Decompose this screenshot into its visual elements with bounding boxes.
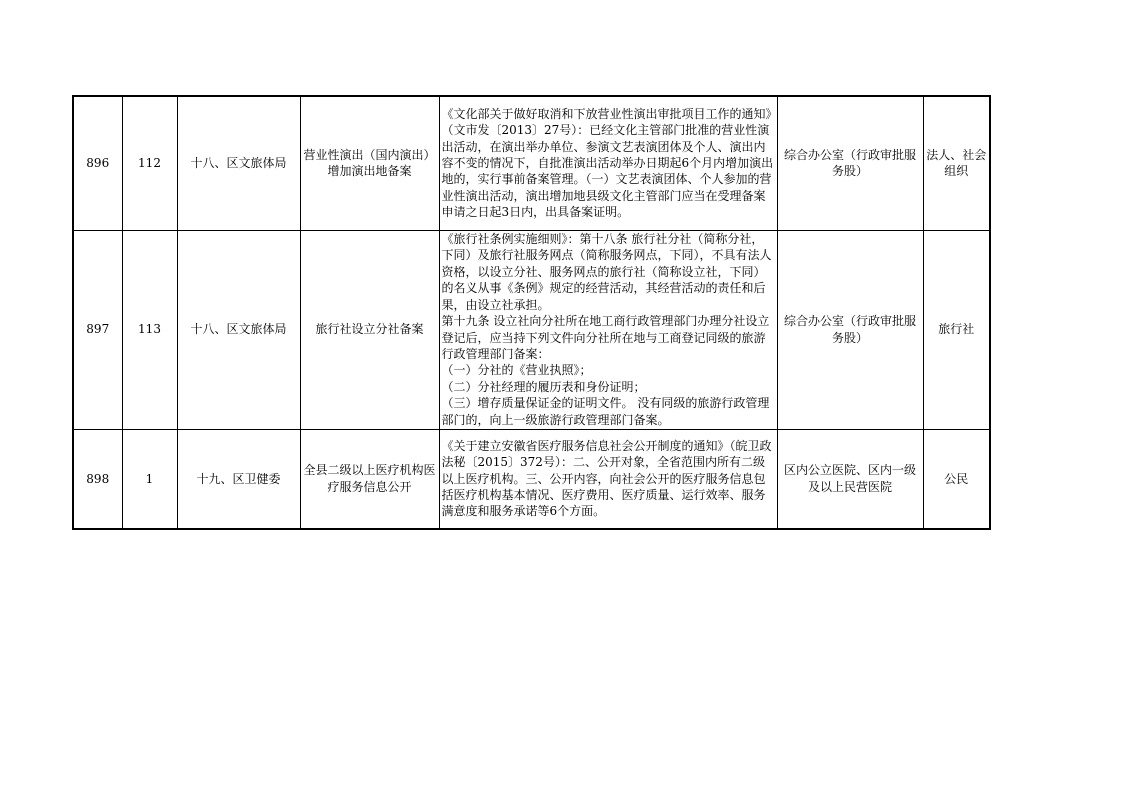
- basis-line: 《关于建立安徽省医疗服务信息社会公开制度的通知》（皖卫政法秘〔2015〕372号）：二、公开对象，全省范围内所有二级以上医疗机构。三、公开内容，向社会公开的医疗服务信息包括医疗机构基本情况、医疗费用、医疗质量、运行效率、服务满意度和服务承诺等6个方面。: [441, 438, 772, 519]
- basis-line: （三）增存质量保证金的证明文件。 没有同级的旅游行政管理部门的，向上一级旅游行政管理部门备案。: [441, 396, 770, 427]
- target-cell: 法人、社会组织: [923, 96, 990, 230]
- table-row: [73, 230, 990, 429]
- handling-unit-cell: 综合办公室（行政审批服务股）: [777, 230, 923, 429]
- item-name-cell: 旅行社设立分社备案: [300, 230, 439, 429]
- basis-line: 《旅行社条例实施细则》：第十八条 旅行社分社（简称分社，下同）及旅行社服务网点（简称服务网点，下同），不具有法人资格，以设立分社、服务网点的旅行社（简称设立社，下同）的名义从事《条例》规定的经营活动，其经营活动的责任和后果，由设立社承担。: [441, 232, 772, 312]
- sub-seq-cell: 113: [122, 230, 177, 429]
- department-cell: 十八、区文旅体局: [177, 96, 300, 230]
- service-items-table: [72, 95, 991, 530]
- basis-cell: [439, 230, 777, 429]
- seq-cell: 898: [73, 429, 122, 529]
- basis-line: （二）分社经理的履历表和身份证明；: [441, 379, 646, 394]
- target-cell: 公民: [923, 429, 990, 529]
- basis-cell: [439, 96, 777, 230]
- handling-unit-cell: 综合办公室（行政审批服务股）: [777, 96, 923, 230]
- item-name-cell: 营业性演出（国内演出）增加演出地备案: [300, 96, 439, 230]
- table-row: [73, 96, 990, 230]
- sub-seq-cell: 112: [122, 96, 177, 230]
- basis-line: 第十九条 设立社向分社所在地工商行政管理部门办理分社设立登记后，应当持下列文件向分社所在地与工商登记同级的旅游行政管理部门备案：: [441, 314, 770, 361]
- item-name-cell: 全县二级以上医疗机构医疗服务信息公开: [300, 429, 439, 529]
- department-cell: 十八、区文旅体局: [177, 230, 300, 429]
- seq-cell: 896: [73, 96, 122, 230]
- target-cell: 旅行社: [923, 230, 990, 429]
- handling-unit-cell: 区内公立医院、区内一级及以上民营医院: [777, 429, 923, 529]
- sub-seq-cell: 1: [122, 429, 177, 529]
- table-row: [73, 429, 990, 529]
- basis-cell: [439, 429, 777, 529]
- basis-line: （一）分社的《营业执照》；: [441, 363, 592, 378]
- department-cell: 十九、区卫健委: [177, 429, 300, 529]
- basis-line: 《文化部关于做好取消和下放营业性演出审批项目工作的通知》（文市发〔2013〕27号）：已经文化主管部门批准的营业性演出活动，在演出举办单位、参演文艺表演团体及个人、演出内容不变的情况下，自批准演出活动举办日期起6个月内增加演出地的，实行事前备案管理。（一）文艺表演团体、个人参加的营业性演出活动，演出增加地县级文化主管部门应当在受理备案申请之日起3日内，出具备案证明。: [441, 106, 774, 220]
- seq-cell: 897: [73, 230, 122, 429]
